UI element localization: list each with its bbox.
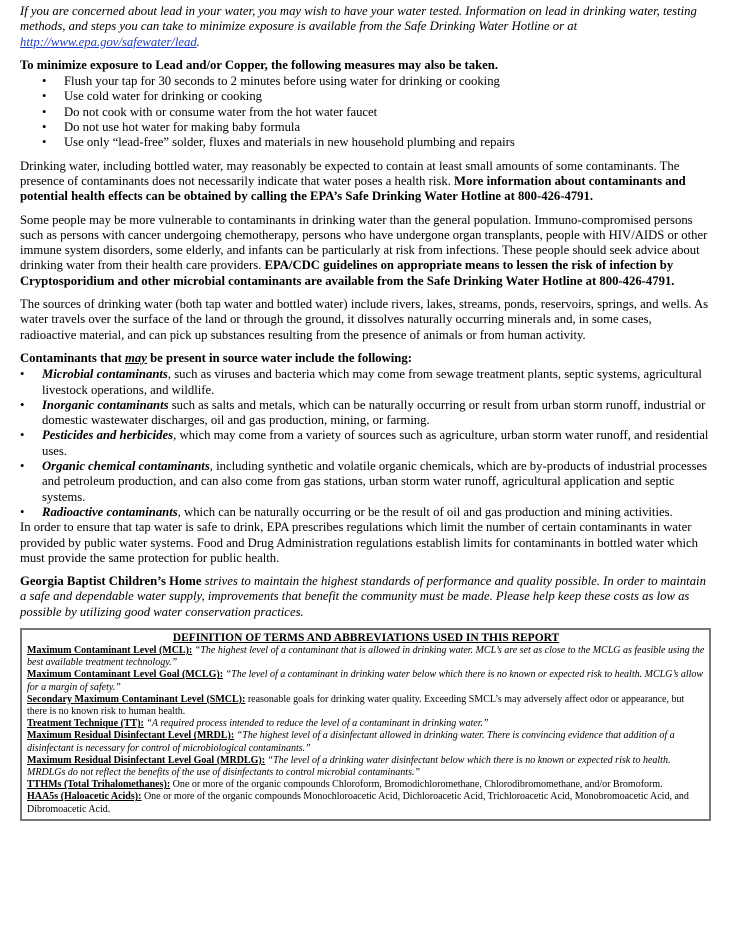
- cdc-guidelines-bold: EPA/CDC guidelines on appropriate means to lessen the risk of infection by Cryptosporidium and other microbial contaminants are available from the Safe Drinking Water Hotline at 800-426-4791.: [20, 258, 675, 288]
- definition-text: “The highest level of a contaminant that is allowed in drinking water. MCL’s are set as close to the MCLG as feasible using the best available treatment technology.”: [27, 644, 705, 669]
- definition-text: “The highest level of a disinfectant allowed in drinking water. There is convincing evidence that addition of a disinfectant is necessary for control of microbiological contaminants.”: [27, 730, 675, 754]
- list-item: [20, 105, 711, 120]
- lead-intro-end: .: [196, 34, 200, 49]
- list-item-text: Flush your tap for 30 seconds to 2 minutes before using water for drinking or cooking: [64, 74, 500, 89]
- list-item-text: Use cold water for drinking or cooking: [64, 89, 263, 104]
- list-item-text: Use only “lead-free” solder, fluxes and materials in new household plumbing and repairs: [64, 135, 515, 150]
- definition-row: [27, 694, 705, 718]
- hotline-info-bold: More information about contaminants and potential health effects can be obtained by calling the EPA’s Safe Drinking Water Hotline at 800-426-4791.: [20, 173, 686, 204]
- list-item-text: Do not cook with or consume water from the hot water faucet: [64, 104, 378, 119]
- bullet-icon: •: [20, 397, 25, 412]
- list-item-text: Do not use hot water for making baby formula: [64, 120, 301, 135]
- bullet-icon: •: [20, 367, 25, 382]
- water-sources-paragraph: The sources of drinking water (both tap water and bottled water) include rivers, lakes, streams, ponds, reservoirs, springs, and wells. As water travels over the surface of the land or through the ground, it dissolves naturally occurring minerals and, in some cases, radioactive material, and can pick up substances resulting from the presence of animals or from human activity.: [20, 297, 709, 342]
- definition-row: [27, 669, 705, 693]
- definition-term: Secondary Maximum Contaminant Level (SMCL):: [27, 693, 246, 705]
- definition-term: TTHMs (Total Trihalomethanes):: [27, 779, 171, 791]
- definitions-list: [27, 645, 705, 816]
- definition-term: Maximum Contaminant Level Goal (MCLG):: [27, 669, 224, 681]
- vulnerable-people-text: Some people may be more vulnerable to contaminants in drinking water than the general population. Immuno-compromised persons such as persons with cancer undergoing chemotherapy, persons who have undergone organ transplants, people with HIV/AIDS or other immune system disorders, some elderly, and infants can be particularly at risk from infections. These people should seek advice about drinking water from their health care providers.: [20, 212, 708, 273]
- definition-term: Maximum Contaminant Level (MCL):: [27, 644, 193, 656]
- definition-term: Maximum Residual Disinfectant Level (MRDL):: [27, 730, 235, 742]
- bottled-water-text: Drinking water, including bottled water, may reasonably be expected to contain at least small amounts of some contaminants. The presence of contaminants does not necessarily indicate that water poses a health risk.: [20, 158, 680, 188]
- organization-name: Georgia Baptist Children’s Home: [20, 574, 202, 589]
- definition-text: reasonable goals for drinking water quality. Exceeding SMCL’s may adversely affect odor or appearance, but there is no known risk to human health.: [27, 693, 685, 717]
- definition-term: HAA5s (Haloacetic Acids):: [27, 791, 142, 803]
- definitions-title: DEFINITION OF TERMS AND ABBREVIATIONS USED IN THIS REPORT: [172, 631, 560, 644]
- epa-lead-link[interactable]: http://www.epa.gov/safewater/lead: [20, 34, 197, 49]
- contaminant-term: Radioactive contaminants: [42, 504, 178, 519]
- definition-text: “A required process intended to reduce the level of a contaminant in drinking water.”: [143, 718, 489, 730]
- list-item: [20, 398, 711, 429]
- bullet-icon: •: [42, 120, 47, 135]
- bullet-icon: •: [42, 74, 47, 89]
- definition-term: Treatment Technique (TT):: [27, 718, 144, 730]
- definition-row: [27, 779, 705, 791]
- definition-term: Maximum Residual Disinfectant Level Goal (MRDLG):: [27, 754, 266, 766]
- definition-row: [27, 718, 705, 730]
- lead-measures-list: [20, 74, 711, 150]
- contaminant-term: Inorganic contaminants: [42, 397, 169, 412]
- bullet-icon: •: [42, 89, 47, 104]
- definition-row: [27, 791, 705, 815]
- contaminant-desc: , including synthetic and volatile organic chemicals, which are by-products of industrial processes and petroleum production, and can also come from gas stations, urban storm water runoff, agricultural application and septic systems.: [42, 459, 708, 504]
- bottled-water-paragraph: [20, 159, 711, 205]
- list-item: [20, 459, 711, 505]
- list-item: [20, 505, 711, 520]
- list-item: [20, 74, 711, 89]
- contaminants-heading-pre: Contaminants that: [20, 350, 126, 365]
- contaminants-list: [20, 367, 711, 520]
- contaminant-desc: , which may come from a variety of sources such as agriculture, urban storm water runoff, and residential uses.: [42, 428, 709, 458]
- vulnerable-people-paragraph: [20, 213, 711, 289]
- definition-text: “The level of a contaminant in drinking water below which there is no known or expected risk to health. MCLG’s allow for a margin of safety.”: [27, 669, 704, 693]
- definition-text: “The level of a drinking water disinfectant below which there is no known or expected risk to health. MRDLGs do not reflect the benefits of the use of disinfectants to control microbial contaminants.”: [27, 754, 671, 779]
- contaminants-heading-post: be present in source water include the following:: [146, 350, 412, 365]
- bullet-icon: •: [42, 135, 47, 150]
- contaminant-term: Pesticides and herbicides: [42, 428, 174, 443]
- bullet-icon: •: [42, 104, 47, 119]
- epa-regulations-paragraph: In order to ensure that tap water is safe to drink, EPA prescribes regulations which limit the number of certain contaminants in water provided by public water systems. Food and Drug Administration regulations establish limits for contaminants in bottled water which must provide the same protection for public health.: [20, 520, 698, 565]
- contaminants-heading: [20, 351, 711, 366]
- contaminant-desc: such as salts and metals, which can be naturally occurring or result from urban storm runoff, industrial or domestic wastewater discharges, oil and gas production, mining, or farming.: [42, 397, 706, 428]
- list-item: [20, 367, 711, 398]
- definition-text: One or more of the organic compounds Chloroform, Bromodichloromethane, Chlorodibromomethane, and/or Bromoform.: [170, 779, 663, 791]
- gbch-paragraph: [20, 574, 711, 620]
- lead-intro-paragraph: [20, 4, 711, 50]
- bullet-icon: •: [20, 428, 25, 443]
- list-item: [20, 120, 711, 135]
- contaminant-term: Organic chemical contaminants: [42, 459, 210, 474]
- definition-row: [27, 755, 705, 779]
- bullet-icon: •: [20, 504, 25, 519]
- contaminant-term: Microbial contaminants: [42, 367, 168, 382]
- list-item: [20, 428, 711, 459]
- lead-intro-text: If you are concerned about lead in your water, you may wish to have your water tested. Information on lead in drinking water, testing methods, and steps you can take to minimize exposure is available from the Safe Drinking Water Hotline or at: [20, 4, 697, 34]
- gbch-statement: strives to maintain the highest standards of performance and quality possible. In order to maintain a safe and dependable water supply, improvements that benefit the community must be made. Please help keep these costs as low as possible by utilizing good water conservation practices.: [20, 574, 706, 619]
- definition-text: One or more of the organic compounds Monochloroacetic Acid, Dichloroacetic Acid, Trichloroacetic Acid, Monobromoacetic Acid, and Dibromoacetic Acid.: [27, 791, 689, 815]
- list-item: [20, 135, 711, 150]
- bullet-icon: •: [20, 459, 25, 474]
- definition-row: [27, 645, 705, 669]
- definitions-box: [20, 628, 711, 821]
- definition-row: [27, 730, 705, 754]
- lead-measures-heading: To minimize exposure to Lead and/or Copper, the following measures may also be taken.: [20, 57, 499, 72]
- contaminant-desc: , which can be naturally occurring or be the result of oil and gas production and mining activities.: [177, 504, 673, 519]
- list-item: [20, 89, 711, 104]
- contaminant-desc: , such as viruses and bacteria which may come from sewage treatment plants, septic systems, agricultural livestock operations, and wildlife.: [42, 367, 702, 397]
- contaminants-heading-emphasis: may: [125, 350, 147, 365]
